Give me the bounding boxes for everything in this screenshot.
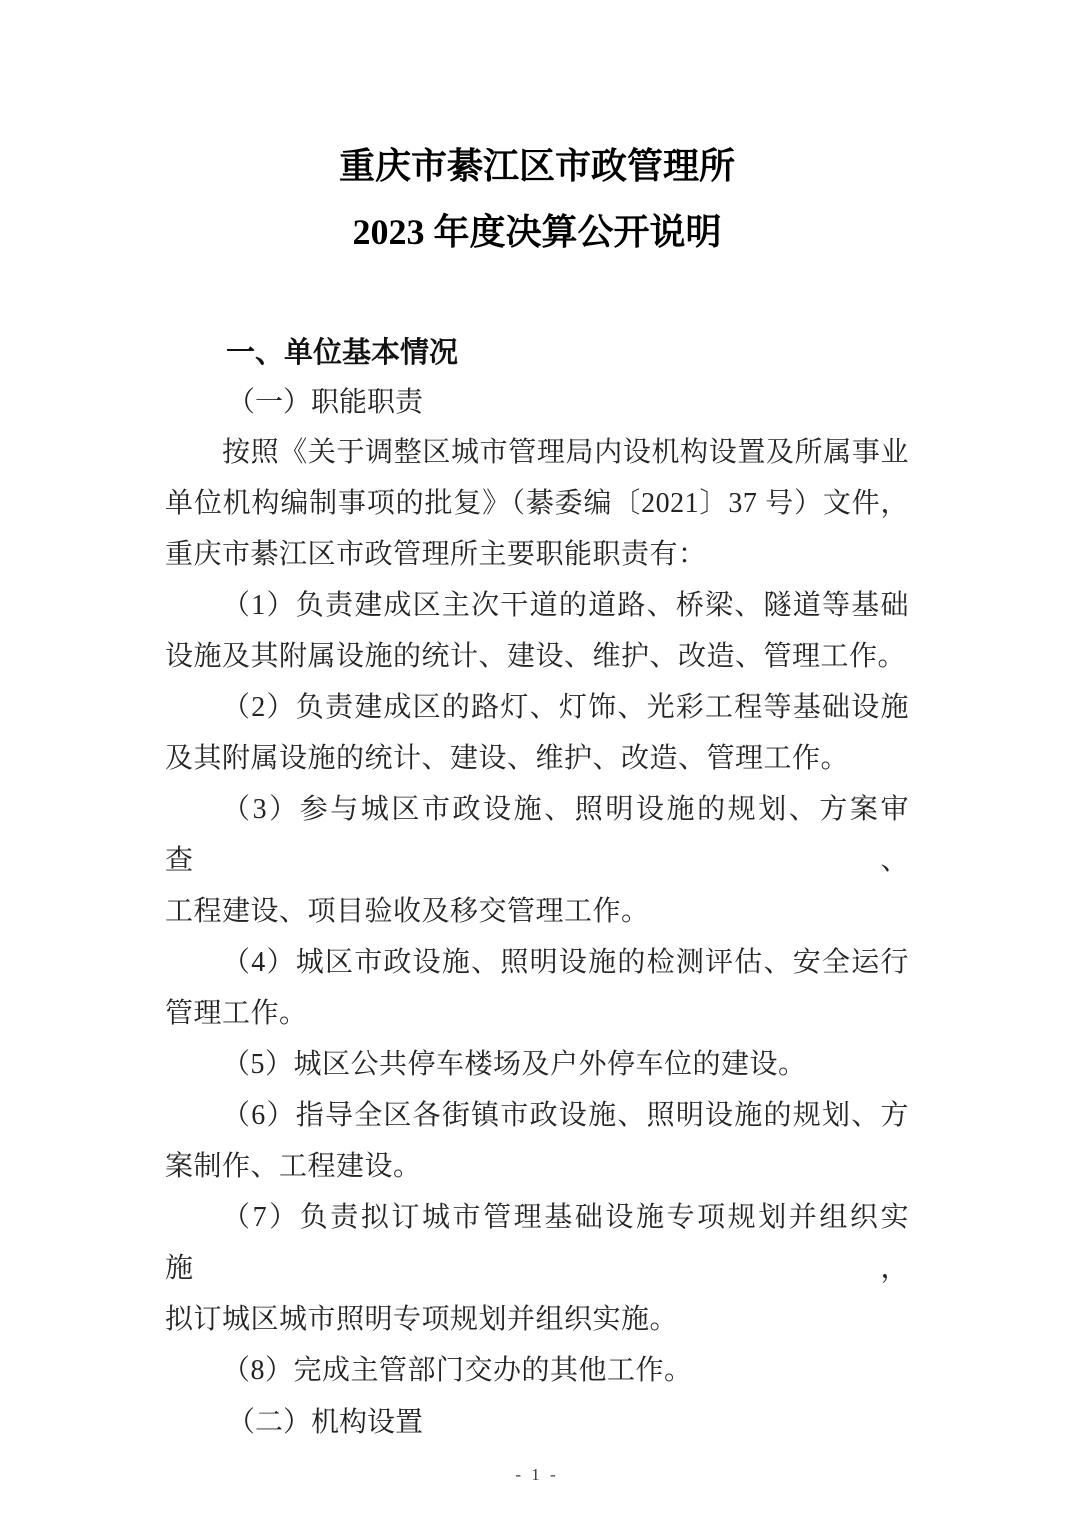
body-line: 工程建设、项目验收及移交管理工作。 [165,896,650,927]
document-body [165,330,909,1447]
document-title-line-1: 重庆市綦江区市政管理所 [338,146,735,186]
document-title-line-2: 2023 年度决算公开说明 [352,212,722,252]
body-line: （7）负责拟订城市管理基础设施专项规划并组织实施， [165,1202,909,1284]
body-line: （3）参与城区市政设施、照明设施的规划、方案审查、 [165,794,909,876]
body-line: 设施及其附属设施的统计、建设、维护、改造、管理工作。 [165,641,907,672]
body-line: （1）负责建成区主次干道的道路、桥梁、隧道等基础 [222,590,909,621]
body-line: 及其附属设施的统计、建设、维护、改造、管理工作。 [165,743,850,774]
body-line: （8）完成主管部门交办的其他工作。 [222,1355,693,1386]
body-line: （2）负责建成区的路灯、灯饰、光彩工程等基础设施 [222,692,909,723]
body-line: 单位机构编制事项的批复》（綦委编〔2021〕37 号）文件， [165,488,909,519]
body-line: （6）指导全区各街镇市政设施、照明设施的规划、方 [222,1100,909,1131]
subsection-heading: （一）职能职责 [227,385,424,418]
body-line: 重庆市綦江区市政管理所主要职能职责有： [165,539,707,570]
body-line: 管理工作。 [165,998,308,1029]
body-line: （4）城区市政设施、照明设施的检测评估、安全运行 [222,947,909,978]
body-line: 案制作、工程建设。 [165,1151,422,1182]
document-title [0,133,1074,265]
section-heading: 一、单位基本情况 [226,337,459,369]
page-number: - 1 - [515,1465,559,1484]
subsection-heading: （二）机构设置 [227,1405,424,1438]
body-line: （5）城区公共停车楼场及户外停车位的建设。 [222,1049,807,1080]
body-line: 拟订城区城市照明专项规划并组织实施。 [165,1304,679,1335]
body-line: 按照《关于调整区城市管理局内设机构设置及所属事业 [222,437,909,468]
